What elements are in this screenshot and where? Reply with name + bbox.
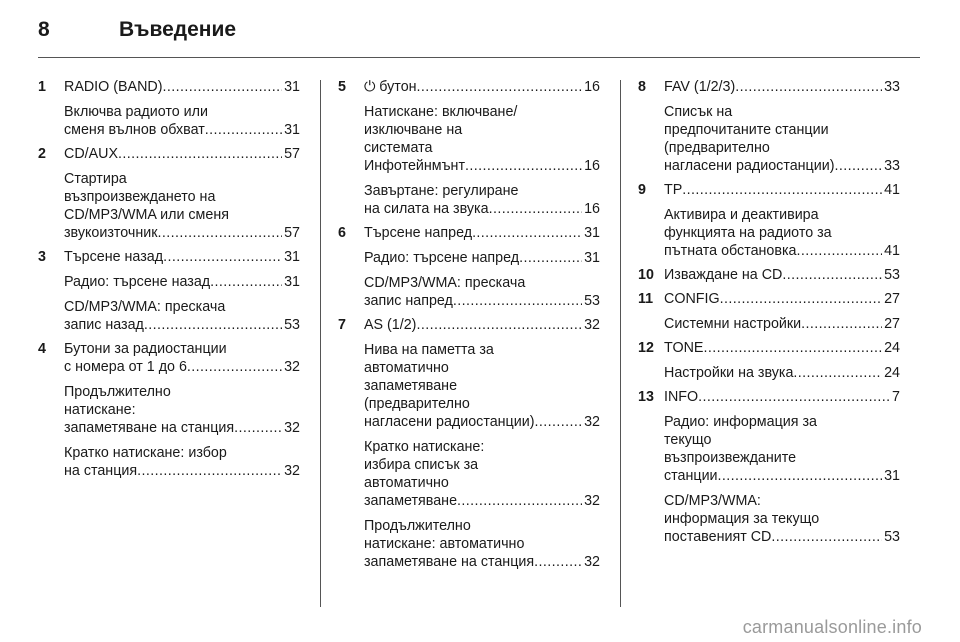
entry-text: запис напред [364,293,453,309]
subentry-text: CD/MP3/WMA: прескача [64,299,226,315]
toc-subentry-line[interactable] [664,157,900,175]
entry-text: FAV (1/2/3) [664,79,736,95]
toc-subentry [664,206,900,260]
toc-entry [338,224,600,310]
dot-leader [720,290,882,308]
toc-entry-body [364,78,600,218]
page-ref: 16 [584,79,600,95]
dot-leader [703,339,882,357]
subentry-text: Нива на паметта за [364,342,494,358]
toc-subentry-line[interactable] [64,273,300,291]
entry-text: Системни настройки [664,316,802,332]
page-ref: 32 [584,554,600,570]
entry-text: запаметяване [364,493,458,509]
entry-text: TONE [664,340,704,356]
subentry-text: предпочитаните станции [664,122,829,138]
page-ref: 32 [584,317,600,333]
entry-text: нагласени радиостанции) [664,158,835,174]
subentry-text: Стартира [64,171,127,187]
page-number: 8 [38,18,50,41]
page-ref: 7 [892,389,900,405]
dot-leader [801,315,882,333]
toc-entry [638,181,900,260]
entry-text: Радио: търсене напред [364,250,520,266]
toc-subentry-line[interactable] [364,292,600,310]
toc-subentry [64,383,300,437]
page-ref: 31 [884,468,900,484]
page-ref: 31 [284,274,300,290]
dot-leader [234,419,282,437]
dot-leader [158,224,283,242]
page-ref: 27 [884,291,900,307]
dot-leader [137,462,282,480]
dot-leader [735,78,882,96]
page-ref: 57 [284,146,300,162]
subentry-text: Включва радиото или [64,104,209,120]
toc-subentry-line[interactable] [64,224,300,242]
subentry-text: автоматично [364,360,449,376]
entry-text: запаметяване на станция [364,554,535,570]
toc-subentry-line[interactable] [364,492,600,510]
toc-entry-row [38,248,300,334]
watermark: carmanualsonline.info [742,617,922,637]
toc-entry-body [664,78,900,175]
dot-leader [519,249,582,267]
toc-entry [38,145,300,242]
dot-leader [771,528,882,546]
toc-subentry-line[interactable] [364,553,600,571]
toc-column-2 [338,78,600,577]
entry-text: CD/AUX [64,146,119,162]
dot-leader [457,492,582,510]
subentry-text: запаметяване [364,378,458,394]
toc-subentry [664,103,900,175]
toc-heading-line[interactable] [664,181,900,199]
dot-leader [453,292,582,310]
entry-text: TP [664,182,683,198]
toc-entry-body [64,145,300,242]
subentry-text: CD/MP3/WMA: [664,493,761,509]
toc-heading-line[interactable] [664,78,900,96]
dot-leader [417,78,583,96]
toc-entry [638,339,900,382]
dot-leader [489,200,583,218]
toc-subentry [664,492,900,546]
page-ref: 32 [284,420,300,436]
page-ref: 16 [584,201,600,217]
column-divider [320,80,321,607]
toc-entry [638,388,900,546]
entry-text: RADIO (BAND) [64,79,163,95]
toc-subentry-line[interactable] [364,249,600,267]
page-ref: 32 [584,493,600,509]
toc-entry-body [664,266,900,284]
toc-entry-row [638,290,900,333]
toc-subentry [64,444,300,480]
entry-text: нагласени радиостанции) [364,414,535,430]
toc-heading-line[interactable] [64,340,300,358]
entry-text: INFO [664,389,699,405]
toc-entry [38,248,300,334]
toc-subentry [364,341,600,431]
subentry-text: Радио: информация за [664,414,817,430]
item-number: 2 [38,146,46,162]
toc-subentry [64,273,300,291]
toc-heading-line[interactable] [364,316,600,334]
toc-entry [38,78,300,139]
toc-heading-line[interactable] [64,358,300,376]
item-number: 4 [38,341,46,357]
item-number: 7 [338,317,346,333]
toc-entry-body [664,339,900,382]
toc-entry-row [638,339,900,382]
page-ref: 31 [584,250,600,266]
toc-subentry [64,170,300,242]
item-number: 12 [638,340,654,356]
entry-text: Изваждане на CD [664,267,783,283]
entry-text: станции [664,468,718,484]
toc-heading-line[interactable] [64,248,300,266]
entry-text: Радио: търсене назад [64,274,211,290]
page-ref: 24 [884,340,900,356]
dot-leader [163,78,283,96]
item-number: 6 [338,225,346,241]
toc-entry-row [38,340,300,480]
dot-leader [144,316,282,334]
item-number: 5 [338,79,346,95]
toc-heading-line[interactable] [664,388,900,406]
page-ref: 32 [584,414,600,430]
toc-entry-row [638,388,900,546]
entry-text: Инфотейнмънт [364,158,465,174]
toc-entry [638,78,900,175]
toc-entry [38,340,300,480]
entry-text: на станция [64,463,138,479]
dot-leader [682,181,882,199]
dot-leader [205,121,282,139]
page-ref: 31 [284,79,300,95]
item-number: 8 [638,79,646,95]
toc-subentry [364,249,600,267]
entry-text: сменя вълнов обхват [64,122,205,138]
toc-entry-body [64,78,300,139]
dot-leader [698,388,890,406]
toc-entry-row [338,316,600,571]
toc-subentry [664,413,900,485]
toc-subentry [364,182,600,218]
toc-entry-row [638,181,900,260]
dot-leader [534,553,582,571]
toc-heading-line[interactable] [64,145,300,163]
subentry-text: възпроизвеждането на [64,189,216,205]
dot-leader [782,266,882,284]
header-divider [38,57,920,58]
entry-text: звукоизточник [64,225,158,241]
page-ref: 53 [584,293,600,309]
toc-heading-line[interactable] [364,78,600,96]
entry-text: CONFIG [664,291,720,307]
subentry-text: Списък на [664,104,733,120]
toc-entry-body [664,388,900,546]
subentry-text: изключване на [364,122,463,138]
dot-leader [472,224,582,242]
entry-text: запаметяване на станция [64,420,235,436]
entry-text: с номера от 1 до 6 [64,359,187,375]
dot-leader [465,157,582,175]
subentry-text: (предварително [364,396,470,412]
subentry-text: текущо [664,432,712,448]
subentry-text: възпроизвежданите [664,450,797,466]
dot-leader [163,248,282,266]
toc-subentry-line[interactable] [364,413,600,431]
item-number: 13 [638,389,654,405]
toc-entry-body [364,224,600,310]
item-number: 1 [38,79,46,95]
page-ref: 32 [284,463,300,479]
subentry-text: избира списък за [364,457,479,473]
page-ref: 53 [284,317,300,333]
toc-entry [338,316,600,571]
subentry-text: Завъртане: регулиране [364,183,519,199]
entry-text: AS (1/2) [364,317,417,333]
entry-text: Настройки на звука [664,365,794,381]
toc-entry-row [338,224,600,310]
toc-subentry [64,103,300,139]
page-ref: 53 [884,267,900,283]
page-ref: 33 [884,158,900,174]
toc-subentry [364,517,600,571]
page-ref: 57 [284,225,300,241]
toc-subentry-line[interactable] [64,121,300,139]
toc-subentry-line[interactable] [664,315,900,333]
toc-subentry-line[interactable] [364,200,600,218]
toc-subentry [364,103,600,175]
toc-entry-row [38,78,300,139]
entry-text: пътната обстановка [664,243,797,259]
entry-text: Търсене назад [64,249,164,265]
toc-heading-line[interactable] [64,78,300,96]
page-title: Въведение [119,18,237,41]
page-ref: 53 [884,529,900,545]
toc-subentry [664,315,900,333]
dot-leader [534,413,582,431]
toc-column-3 [638,78,900,552]
toc-subentry-line[interactable] [64,316,300,334]
toc-entry-body [664,181,900,260]
toc-subentry-line[interactable] [364,157,600,175]
page-ref: 41 [884,182,900,198]
subentry-text: автоматично [364,475,449,491]
subentry-text: (предварително [664,140,770,156]
entry-text: на силата на звука [364,201,489,217]
item-number: 11 [638,291,654,307]
entry-text: запис назад [64,317,144,333]
page-ref: 31 [284,249,300,265]
entry-text: Търсене напред [364,225,473,241]
item-number: 10 [638,267,654,283]
toc-subentry-line[interactable] [64,462,300,480]
subentry-text: Активира и деактивира [664,207,819,223]
page-ref: 33 [884,79,900,95]
dot-leader [187,358,282,376]
subentry-text: системата [364,140,433,156]
toc-subentry-line[interactable] [664,528,900,546]
dot-leader [416,316,582,334]
toc-entry [638,266,900,284]
toc-heading-line[interactable] [664,339,900,357]
column-divider [620,80,621,607]
entry-text: ⏻ бутон [364,79,417,95]
subentry-text: CD/MP3/WMA или сменя [64,207,229,223]
toc-subentry [364,274,600,310]
toc-entry [638,290,900,333]
toc-entry-body [364,316,600,571]
item-number: 9 [638,182,646,198]
toc-subentry-line[interactable] [64,419,300,437]
page-ref: 24 [884,365,900,381]
toc-column-1 [38,78,300,486]
subentry-text: информация за текущо [664,511,820,527]
subentry-text: функцията на радиото за [664,225,832,241]
subentry-text: Кратко натискане: [364,439,485,455]
dot-leader [797,242,883,260]
entry-text: Бутони за радиостанции [64,341,227,357]
page-ref: 16 [584,158,600,174]
page-ref: 27 [884,316,900,332]
toc-subentry-line[interactable] [664,364,900,382]
toc-entry-body [64,340,300,480]
page-ref: 32 [284,359,300,375]
toc-subentry [364,438,600,510]
subentry-text: Продължително [364,518,471,534]
dot-leader [118,145,282,163]
subentry-text: CD/MP3/WMA: прескача [364,275,526,291]
page-ref: 31 [284,122,300,138]
subentry-text: Натискане: включване/ [364,104,518,120]
toc-entry [338,78,600,218]
toc-subentry-line[interactable] [664,242,900,260]
dot-leader [718,467,883,485]
toc-entry-row [38,145,300,242]
toc-subentry [64,298,300,334]
item-number: 3 [38,249,46,265]
subentry-text: Продължително [64,384,171,400]
subentry-text: натискане: [64,402,136,418]
toc-subentry [664,364,900,382]
entry-text: поставеният CD [664,529,772,545]
toc-entry-row [338,78,600,218]
page-ref: 41 [884,243,900,259]
toc-entry-row [638,266,900,284]
toc-heading-line[interactable] [664,266,900,284]
dot-leader [210,273,282,291]
toc-heading-line[interactable] [664,290,900,308]
dot-leader [834,157,882,175]
toc-entry-body [64,248,300,334]
page-ref: 31 [584,225,600,241]
toc-heading-line[interactable] [364,224,600,242]
subentry-text: натискане: автоматично [364,536,525,552]
dot-leader [793,364,882,382]
subentry-text: Кратко натискане: избор [64,445,227,461]
toc-entry-row [638,78,900,175]
toc-subentry-line[interactable] [664,467,900,485]
toc-entry-body [664,290,900,333]
